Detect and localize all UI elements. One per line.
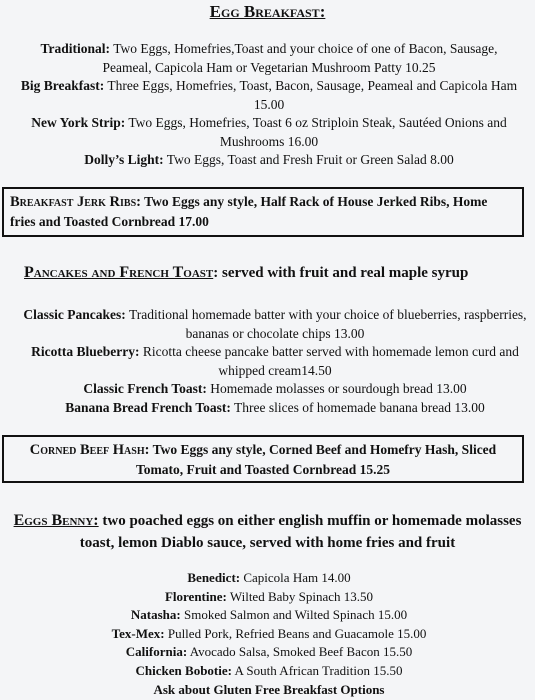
item-desc: A South African Tradition 15.50: [234, 662, 403, 678]
item-desc: Avocado Salsa, Smoked Beef Bacon 15.50: [189, 644, 413, 660]
item-name: Tex-Mex:: [111, 625, 165, 641]
item-name: Ricotta Blueberry:: [31, 344, 140, 360]
menu-item-california: [20, 643, 518, 662]
menu-item-classic-pancakes: [20, 306, 530, 343]
item-name: Corned Beef Hash:: [29, 442, 150, 458]
menu-item-benedict: [20, 569, 518, 588]
menu-item-traditional: [20, 40, 518, 77]
menu-item-banana-bread-french-toast: [20, 399, 530, 418]
item-name: Traditional:: [40, 41, 111, 56]
item-name: Breakfast Jerk Ribs:: [10, 194, 141, 210]
item-name: Dolly’s Light:: [84, 152, 164, 167]
eggs-benny-title: Eggs Benny:: [13, 512, 99, 529]
item-name: California:: [125, 644, 188, 660]
egg-breakfast-section: [20, 40, 518, 170]
item-desc: Ricotta cheese pancake batter served with homemade lemon curd and whipped cream14.50: [142, 344, 519, 378]
egg-breakfast-heading: Egg Breakfast:: [209, 2, 326, 21]
eggs-benny-heading: [10, 510, 525, 554]
menu-item-chicken-bobotie: [20, 662, 518, 681]
item-desc: Two Eggs any style, Half Rack of House Jerked Ribs, Home fries and Toasted Cornbread 17.00: [10, 194, 488, 229]
item-name: Classic Pancakes:: [23, 307, 126, 322]
item-name: Classic French Toast:: [83, 381, 207, 397]
menu-item-big-breakfast: [20, 77, 518, 114]
menu-item-tex-mex: [20, 625, 518, 644]
item-desc: Capicola Ham 14.00: [243, 570, 351, 585]
menu-item-natasha: [20, 606, 518, 625]
item-desc: Two Eggs, Homefries, Toast 6 oz Striploin Steak, Sautéed Onions and Mushrooms 16.00: [128, 115, 507, 149]
item-desc: Two Eggs, Toast and Fresh Fruit or Green Salad 8.00: [166, 152, 454, 167]
menu-item-new-york-strip: [20, 114, 518, 151]
pancakes-heading: [24, 262, 524, 284]
pancakes-subtitle: : served with fruit and real maple syrup: [213, 265, 469, 281]
item-desc: Three slices of homemade banana bread 13.00: [234, 399, 485, 415]
item-name: Banana Bread French Toast:: [65, 399, 231, 415]
item-name: Florentine:: [164, 588, 227, 604]
menu-item-florentine: [20, 588, 518, 607]
item-desc: Homemade molasses or sourdough bread 13.00: [210, 381, 467, 397]
menu-item-dollys-light: [20, 151, 518, 170]
item-desc: Two Eggs, Homefries,Toast and your choice of one of Bacon, Sausage, Peameal, Capicola Ham or Vegetarian Mushroom Patty 10.25: [102, 41, 498, 75]
pancakes-section: [20, 306, 530, 418]
corned-beef-hash-box: [2, 435, 524, 483]
menu-item-classic-french-toast: [20, 380, 530, 399]
item-desc: Pulled Pork, Refried Beans and Guacamole 15.00: [167, 625, 427, 641]
item-name: Natasha:: [130, 607, 181, 623]
pancakes-title: Pancakes and French Toast: [24, 264, 214, 281]
item-desc: Two Eggs any style, Corned Beef and Homefry Hash, Sliced Tomato, Fruit and Toasted Cornbread 15.25: [136, 442, 497, 477]
eggs-benny-section: [20, 569, 518, 699]
item-name: Benedict:: [187, 570, 241, 585]
item-name: New York Strip:: [31, 115, 126, 130]
item-desc: Wilted Baby Spinach 13.50: [229, 588, 374, 604]
item-name: Big Breakfast:: [20, 78, 105, 93]
item-desc: Smoked Salmon and Wilted Spinach 15.00: [183, 607, 408, 623]
item-name: Chicken Bobotie:: [135, 662, 232, 678]
item-desc: Traditional homemade batter with your choice of blueberries, raspberries, bananas or chocolate chips 13.00: [128, 307, 527, 341]
menu-item-ricotta-blueberry: [20, 343, 530, 380]
eggs-benny-subtitle: two poached eggs on either english muffin or homemade molasses toast, lemon Diablo sauce, served with home fries and fruit: [79, 513, 522, 551]
item-desc: Three Eggs, Homefries, Toast, Bacon, Sausage, Peameal and Capicola Ham 15.00: [107, 78, 518, 112]
gluten-free-note: Ask about Gluten Free Breakfast Options: [153, 681, 385, 697]
jerk-ribs-box: [2, 187, 524, 237]
